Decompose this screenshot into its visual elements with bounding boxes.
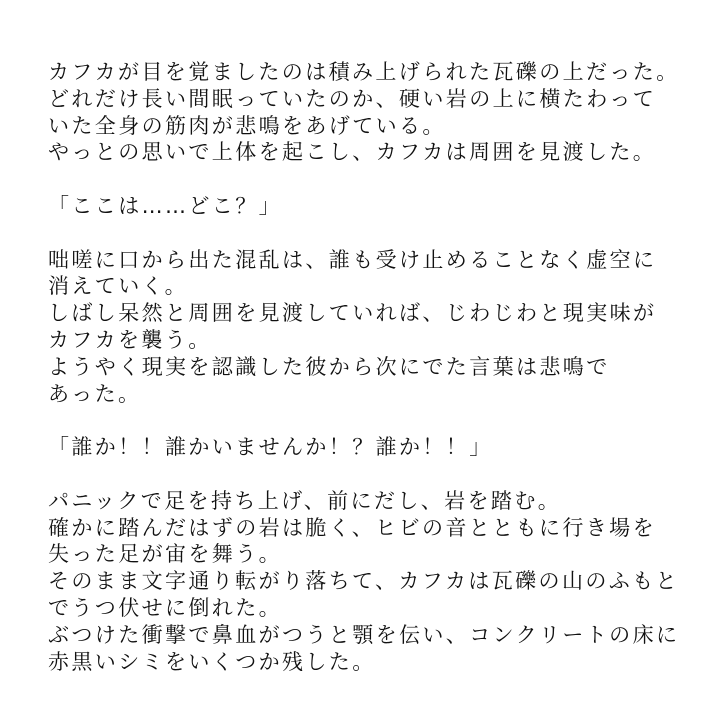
text-line: どれだけ長い間眠っていたのか、硬い岩の上に横たわって — [48, 86, 657, 111]
dialogue-line: 「誰か！！誰かいませんか！？誰か！！」 — [48, 435, 493, 460]
blank-line — [48, 166, 708, 193]
text-line: カフカが目を覚ましたのは積み上げられた瓦礫の上だった。 — [48, 60, 680, 84]
text-line: ようやく現実を認識した彼から次にでた言葉は悲鳴で — [48, 354, 610, 379]
text-line: やっとの思いで上体を起こし、カフカは周囲を見渡した。 — [48, 140, 657, 165]
text-line: ぶつけた衝撃で鼻血がつうと顎を伝い、コンクリートの床に — [48, 622, 680, 647]
text-line: 咄嗟に口から出た混乱は、誰も受け止めることなく虚空に — [48, 247, 657, 272]
story-text — [48, 59, 708, 675]
text-line: 消えていく。 — [48, 274, 188, 299]
text-line: 確かに踏んだはずの岩は脆く、ヒビの音とともに行き場を — [48, 515, 656, 540]
text-line: パニックで足を持ち上げ、前にだし、岩を踏む。 — [48, 488, 562, 513]
blank-line — [48, 407, 708, 434]
text-line: しばし呆然と周囲を見渡していれば、じわじわと現実味が — [48, 301, 657, 326]
text-line: カフカを襲う。 — [48, 327, 212, 352]
dialogue-line: 「ここは……どこ？」 — [48, 193, 282, 218]
text-line: 赤黒いシミをいくつか残した。 — [48, 649, 376, 674]
text-line: いた全身の筋肉が悲鳴をあげている。 — [48, 113, 446, 138]
text-line: そのまま文字通り転がり落ちて、カフカは瓦礫の山のふもと — [48, 569, 679, 594]
text-line: あった。 — [48, 381, 142, 406]
blank-line — [48, 220, 708, 247]
blank-line — [48, 461, 708, 488]
text-line: でうつ伏せに倒れた。 — [48, 595, 282, 620]
text-line: 失った足が宙を舞う。 — [48, 542, 282, 567]
